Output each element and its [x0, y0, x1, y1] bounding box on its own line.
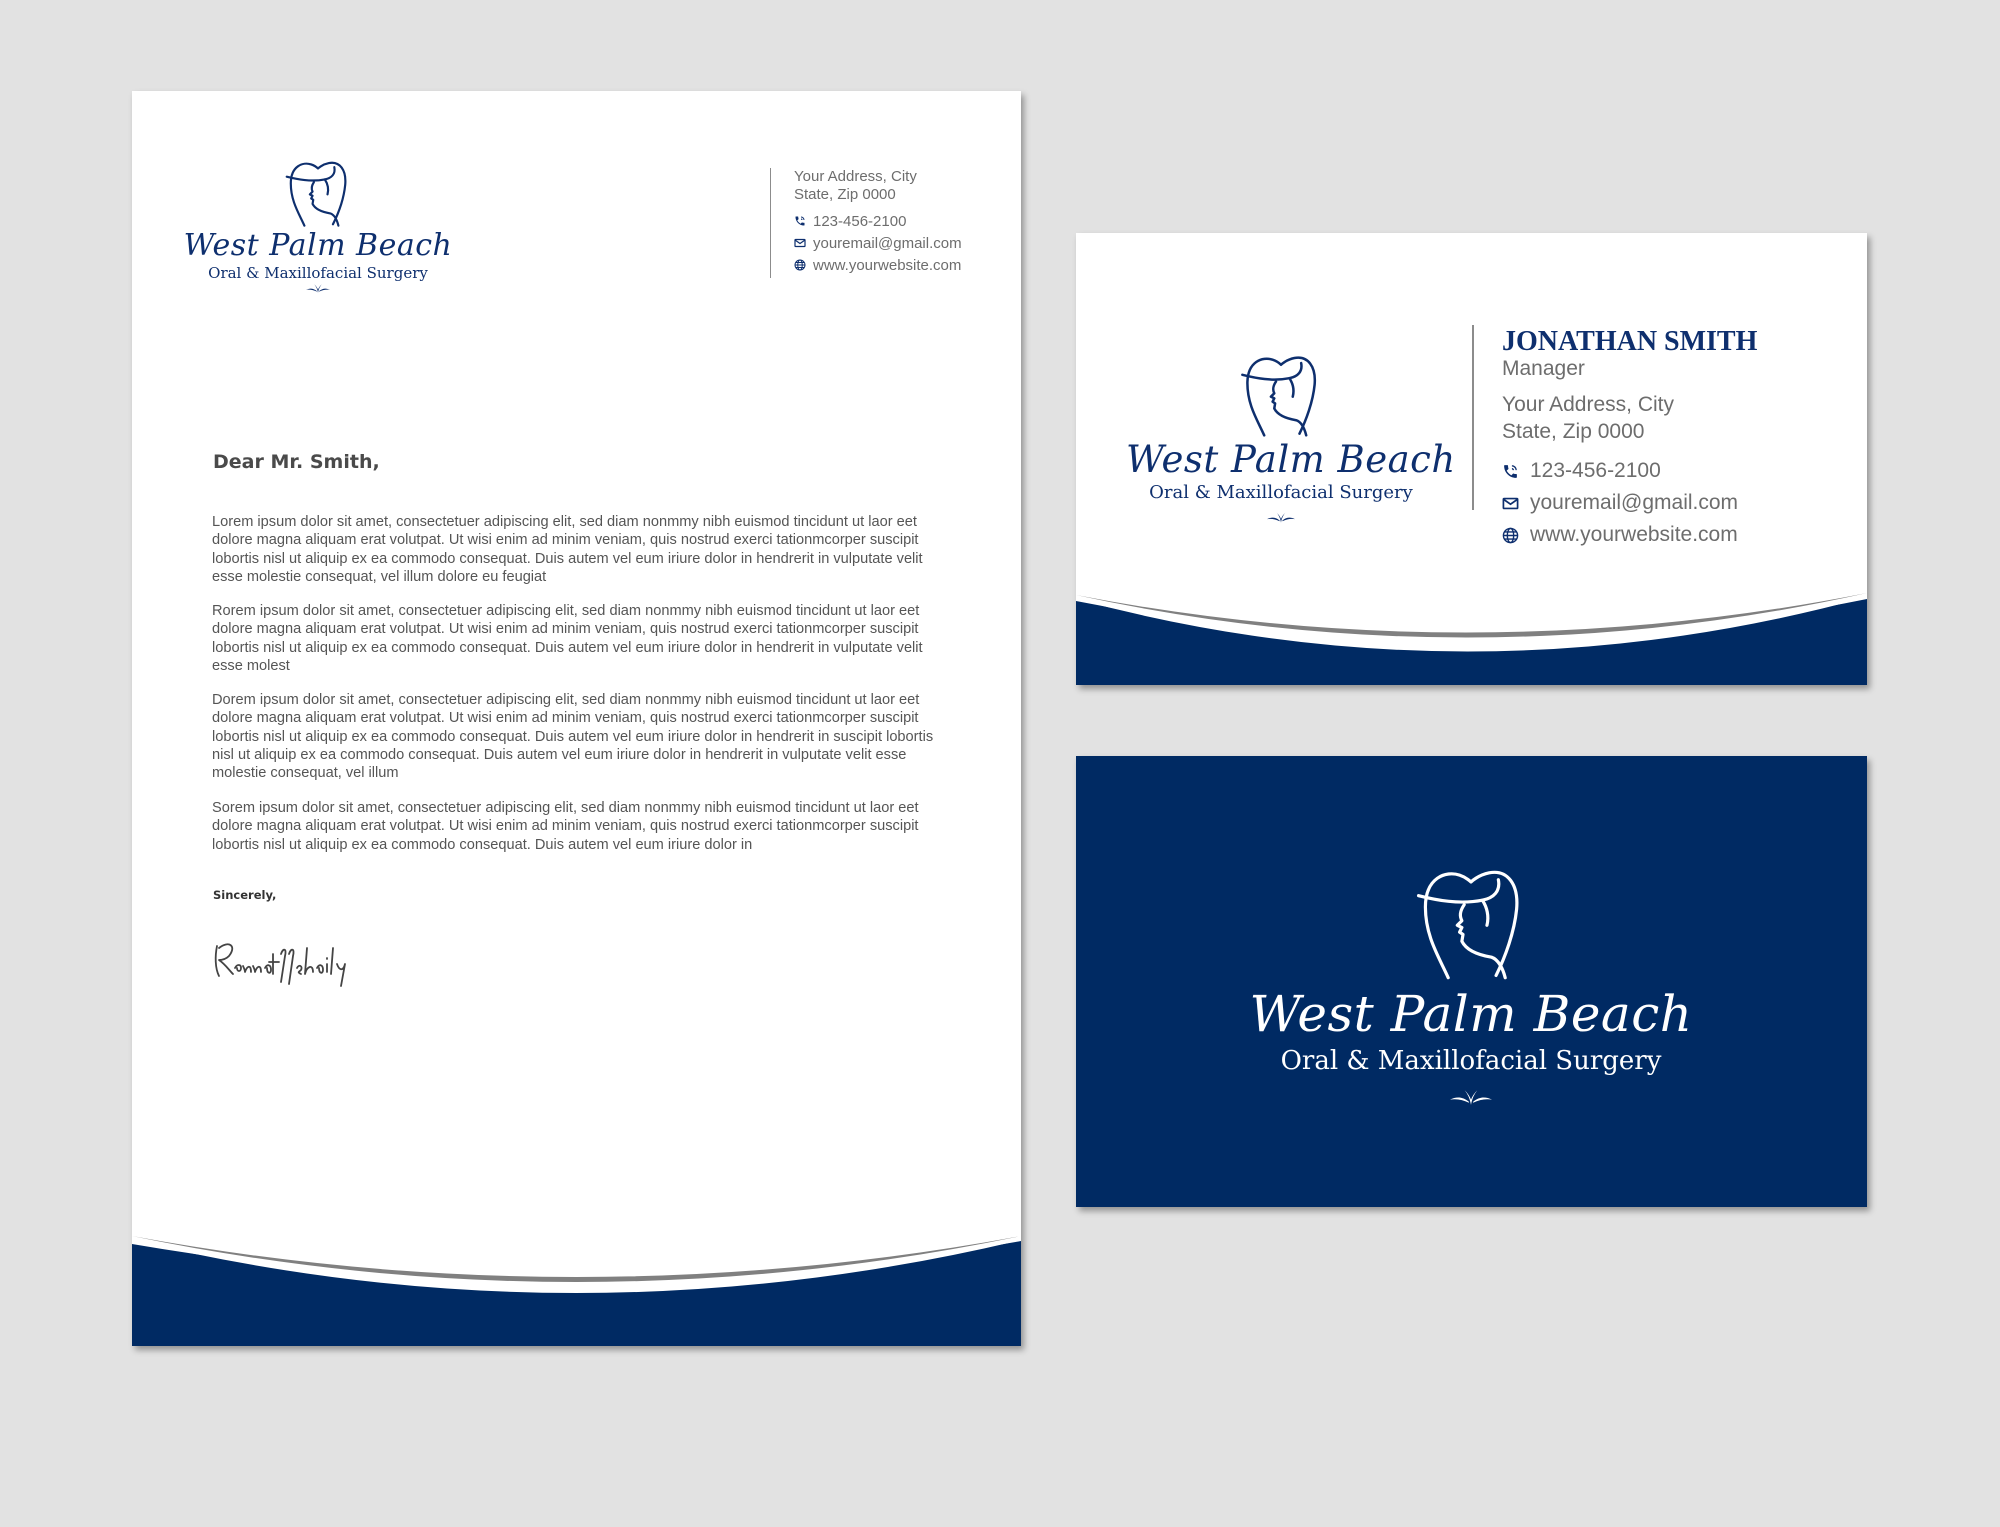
email-row — [794, 232, 1010, 254]
navy-swoosh-footer — [132, 1236, 1021, 1346]
palm-leaf-ornament-icon — [306, 283, 330, 293]
phone-row — [794, 210, 1010, 232]
website-url[interactable]: www.yourwebsite.com — [813, 256, 962, 274]
letter-paragraph: Rorem ipsum dolor sit amet, consectetuer adipiscing elit, sed diam nonmmy nibh euismod tincidunt ut laor eet dolore magna aliquam erat volutpat. Ut wisi enim ad minim veniam, quis nostrud exerci tationmcorper suscipit lobortis nisl ut aliquip ex ea commodo consequat. Duis autem vel eum iriure dolor in hendrerit in vulputate velit esse molest — [212, 603, 923, 674]
email-address[interactable]: youremail@gmail.com — [813, 234, 962, 252]
email-address[interactable]: youremail@gmail.com — [1530, 491, 1739, 514]
globe-icon — [794, 259, 806, 271]
globe-icon — [1502, 527, 1519, 544]
vertical-divider — [770, 168, 771, 278]
letterhead-logo — [168, 159, 468, 293]
letter-paragraph: Dorem ipsum dolor sit amet, consectetuer adipiscing elit, sed diam nonmmy nibh euismod tincidunt ut laor eet dolore magna aliquam erat volutpat. Ut wisi enim ad minim veniam, quis nostrud exerci tationmcorper suscipit lobortis nisl ut aliquip ex ea commodo consequat. Duis autem vel eum iriure dolor in hendrerit in suscipit lobortis nisl ut aliquip ex ea commodo consequat. Duis autem vel eum iriure dolor in hendrerit in vulputate velit esse molestie consequat, vel illum — [212, 692, 934, 782]
website-row — [1502, 519, 1842, 551]
brand-tagline: Oral & Maxillofacial Surgery — [208, 264, 428, 282]
business-card-back — [1076, 756, 1867, 1207]
website-url[interactable]: www.yourwebsite.com — [1530, 523, 1738, 546]
tooth-woman-profile-icon — [1412, 866, 1530, 980]
envelope-icon — [1502, 495, 1519, 512]
palm-leaf-ornament-icon — [1267, 511, 1295, 523]
card-front-contact-block — [1472, 325, 1842, 546]
phone-number[interactable]: 123-456-2100 — [1530, 459, 1661, 482]
phone-icon — [1502, 463, 1519, 480]
handwritten-signature — [211, 934, 361, 989]
phone-icon — [794, 215, 806, 227]
business-card-front — [1076, 233, 1867, 685]
palm-leaf-ornament-icon — [1450, 1088, 1492, 1105]
brand-name: West Palm Beach — [1126, 438, 1456, 481]
brand-tagline: Oral & Maxillofacial Surgery — [1149, 482, 1413, 503]
envelope-icon — [794, 237, 806, 249]
tooth-woman-profile-icon — [283, 159, 353, 227]
letterhead-sheet — [132, 91, 1021, 1346]
address-line-2: State, Zip 0000 — [1502, 420, 1645, 443]
phone-row — [1502, 455, 1842, 487]
address-line-2: State, Zip 0000 — [794, 186, 896, 203]
brand-name: West Palm Beach — [183, 228, 453, 263]
card-front-logo — [1126, 353, 1456, 523]
address-line-1: Your Address, City — [794, 168, 917, 185]
navy-swoosh-footer — [1076, 575, 1867, 685]
address-line-1: Your Address, City — [1502, 393, 1674, 416]
brand-name: West Palm Beach — [1249, 985, 1693, 1043]
brand-tagline: Oral & Maxillofacial Surgery — [1280, 1046, 1662, 1076]
letter-paragraph: Lorem ipsum dolor sit amet, consectetuer adipiscing elit, sed diam nonmmy nibh euismod tincidunt ut laor eet dolore magna aliquam erat volutpat. Ut wisi enim ad minim veniam, quis nostrud exerci tationmcorper suscipit lobortis nisl ut aliquip ex ea commodo consequat. Duis autem vel eum iriure dolor in hendrerit in vulputate velit esse molestie consequat, vel illum dolore eu feugiat — [212, 514, 923, 585]
letter-closing: Sincerely, — [213, 888, 277, 902]
person-title: Manager — [1502, 357, 1585, 380]
letter-paragraph: Sorem ipsum dolor sit amet, consectetuer adipiscing elit, sed diam nonmmy nibh euismod tincidunt ut laor eet dolore magna aliquam erat volutpat. Ut wisi enim ad minim veniam, quis nostrud exerci tationmcorper suscipit lobortis nisl ut aliquip ex ea commodo consequat. Duis autem vel eum iriure dolor in — [212, 800, 919, 853]
card-back-logo — [1221, 866, 1721, 1105]
email-row — [1502, 487, 1842, 519]
phone-number[interactable]: 123-456-2100 — [813, 212, 907, 230]
tooth-woman-profile-icon — [1238, 353, 1324, 437]
person-name: JONATHAN SMITH — [1502, 326, 1758, 357]
letter-salutation: Dear Mr. Smith, — [213, 451, 380, 473]
website-row — [794, 254, 1010, 276]
vertical-divider — [1472, 325, 1474, 510]
letterhead-contact-block — [770, 168, 1010, 283]
